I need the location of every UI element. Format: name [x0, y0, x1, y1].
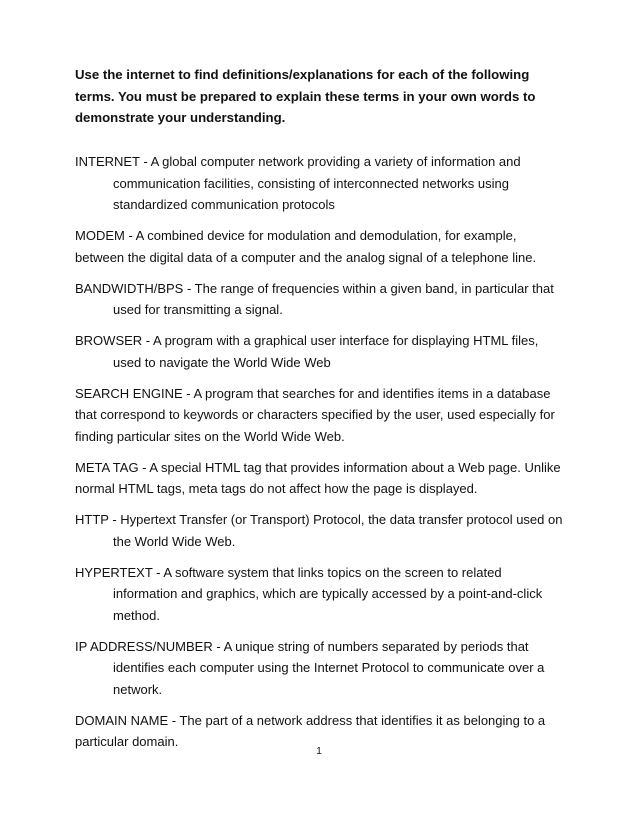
definition-hypertext: HYPERTEXT - A software system that links topics on the screen to related information and graphics, which are typically accessed by a point-and-click method.: [75, 564, 543, 623]
definition-ip-address: IP ADDRESS/NUMBER - A unique string of numbers separated by periods that identifies each computer using the Internet Protocol to communicate over a network.: [75, 638, 545, 697]
definition-browser: BROWSER - A program with a graphical user interface for displaying HTML files, used to navigate the World Wide Web: [75, 333, 539, 370]
instructions-paragraph: Use the internet to find definitions/explanations for each of the following terms. You must be prepared to explain these terms in your own words to demonstrate your understanding.: [75, 67, 536, 125]
page-number: 1: [316, 746, 322, 757]
definition-bandwidth: BANDWIDTH/BPS - The range of frequencies within a given band, in particular that used for transmitting a signal.: [75, 280, 554, 317]
definition-search-engine: SEARCH ENGINE - A program that searches for and identifies items in a database that correspond to keywords or characters specified by the user, used especially for finding particular sites on the World Wide Web.: [75, 385, 555, 444]
definitions-list: [75, 151, 567, 762]
definition-http: HTTP - Hypertext Transfer (or Transport) Protocol, the data transfer protocol used on the World Wide Web.: [75, 512, 563, 549]
definition-internet: INTERNET - A global computer network providing a variety of information and communication facilities, consisting of interconnected networks using standardized communication protocols: [75, 154, 521, 212]
definition-modem: MODEM - A combined device for modulation and demodulation, for example, between the digital data of a computer and the analog signal of a telephone line.: [75, 228, 537, 265]
definition-meta-tag: META TAG - A special HTML tag that provides information about a Web page. Unlike normal HTML tags, meta tags do not affect how the page is displayed.: [75, 459, 561, 496]
definition-domain-name: DOMAIN NAME - The part of a network address that identifies it as belonging to a particular domain.: [75, 712, 546, 749]
